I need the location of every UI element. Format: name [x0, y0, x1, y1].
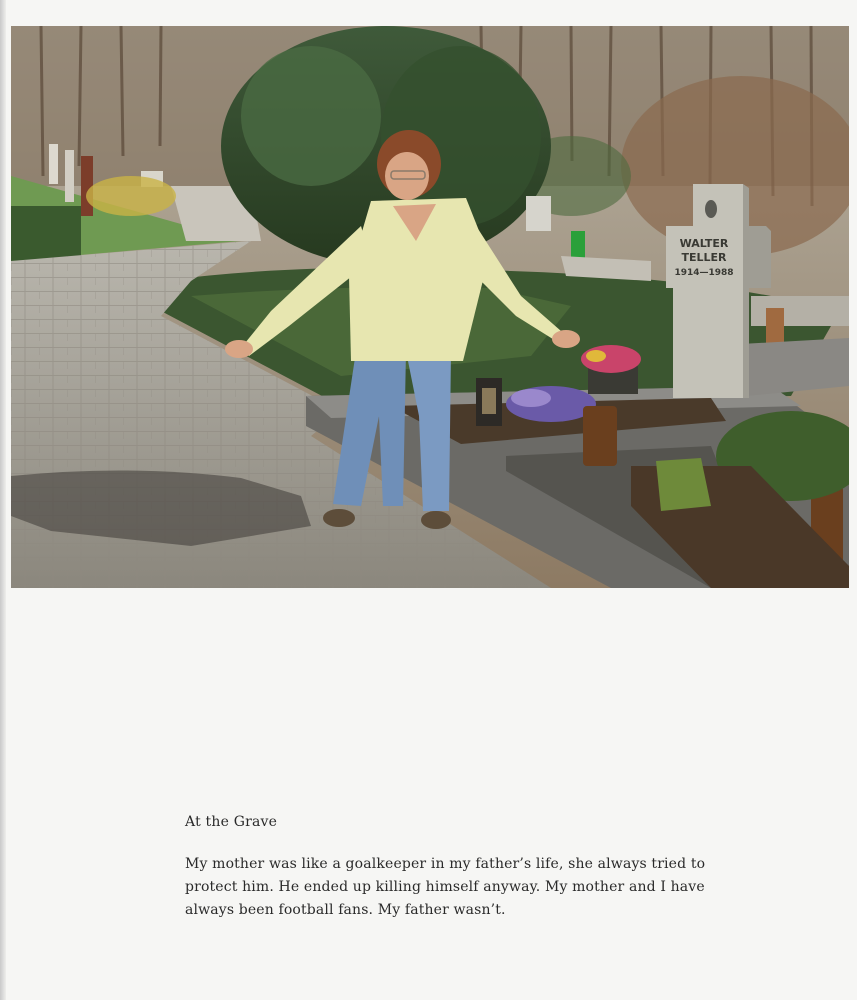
headstone-dates: 1914—1988 — [674, 268, 734, 278]
caption-line: My mother was like a goalkeeper in my father’s life, she always tried to — [185, 856, 706, 872]
headstone-name-last: TELLER — [681, 251, 727, 264]
page-spine-shadow — [0, 0, 6, 1000]
caption-block — [185, 814, 725, 922]
caption-line: protect him. He ended up killing himself anyway. My mother and I have — [185, 879, 705, 895]
caption-title: At the Grave — [185, 814, 278, 830]
caption-line: always been football fans. My father wasn’t. — [185, 902, 506, 918]
grave-candle-holder — [583, 406, 617, 466]
photograph — [11, 26, 849, 588]
headstone-name-first: WALTER — [679, 237, 729, 250]
caption-body — [185, 853, 725, 922]
